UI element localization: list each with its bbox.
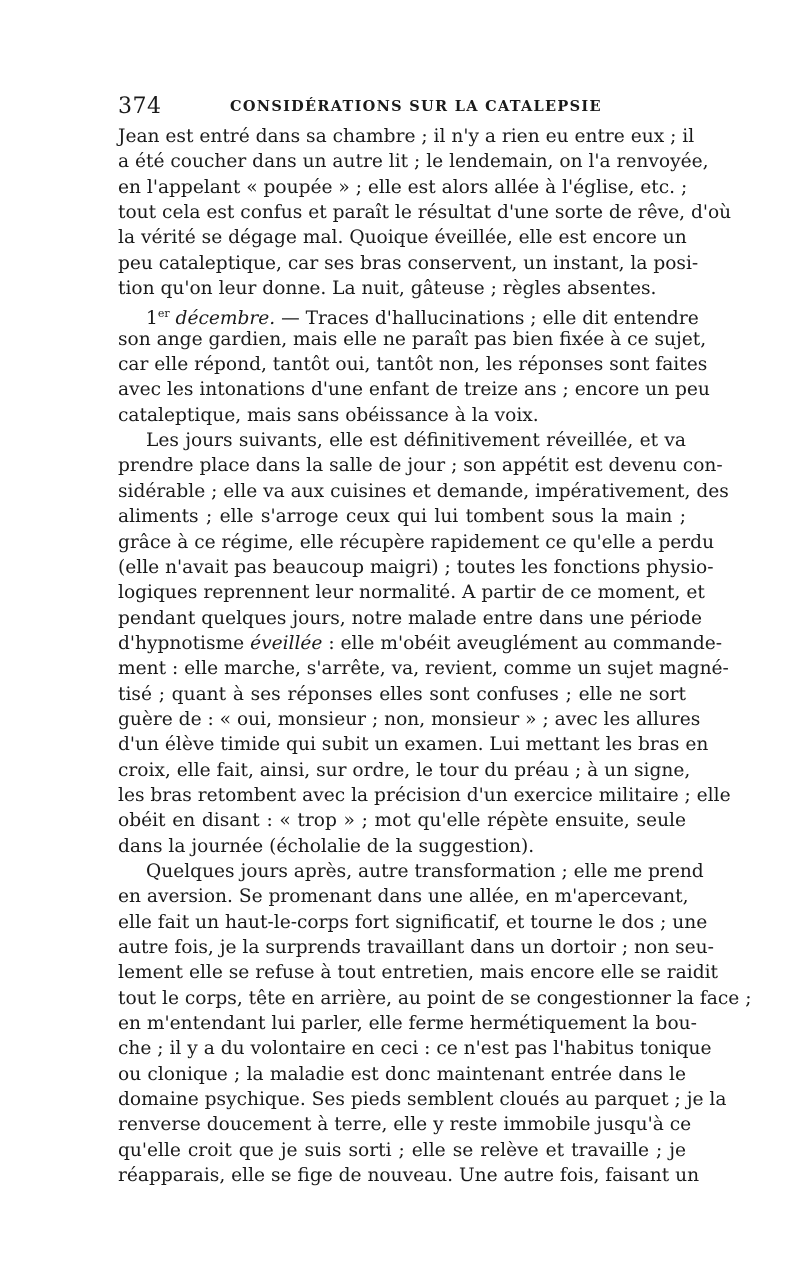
- page-number: 374: [118, 94, 162, 119]
- text-line: les bras retombent avec la précision d'un exercice militaire ; elle: [118, 784, 731, 806]
- text-line: lement elle se refuse à tout entretien, mais encore elle se raidit: [118, 962, 719, 984]
- text-line: logiques reprennent leur normalité. A partir de ce moment, et: [118, 582, 705, 604]
- line-text-suffix: : elle m'obéit aveuglément au commande-: [322, 632, 723, 654]
- text-line: aliments ; elle s'arroge ceux qui lui tombent sous la main ;: [118, 506, 686, 528]
- text-line: che ; il y a du volontaire en ceci : ce n'est pas l'habitus tonique: [118, 1038, 712, 1060]
- text-line: tout cela est confus et paraît le résultat d'une sorte de rêve, d'où: [118, 202, 732, 224]
- text-line: renverse doucement à terre, elle y reste immobile jusqu'à ce: [118, 1114, 692, 1136]
- text-line: Quelques jours après, autre transformation ; elle me prend: [146, 860, 704, 882]
- text-line: avec les intonations d'une enfant de treize ans ; encore un peu: [118, 379, 710, 401]
- text-line: Jean est entré dans sa chambre ; il n'y a rien eu entre eux ; il: [118, 126, 695, 147]
- text-line: cataleptique, mais sans obéissance à la voix.: [118, 404, 539, 426]
- text-line: la vérité se dégage mal. Quoique éveillée, elle est encore un: [118, 227, 687, 249]
- text-line: tout le corps, tête en arrière, au point de se congestionner la face ;: [118, 987, 752, 1009]
- line-text: d'hypnotisme: [118, 632, 251, 654]
- text-line: [118, 631, 723, 656]
- running-title: CONSIDÉRATIONS SUR LA CATALEPSIE: [230, 98, 602, 115]
- text-line: en aversion. Se promenant dans une allée, en m'apercevant,: [118, 886, 689, 908]
- date-label: décembre.: [169, 308, 276, 330]
- text-line: qu'elle croit que je suis sorti ; elle se relève et travaille ; je: [118, 1139, 686, 1161]
- ordinal-superscript: er: [157, 307, 170, 321]
- text-line: (elle n'avait pas beaucoup maigri) ; toutes les fonctions physio-: [118, 556, 714, 578]
- text-line: tion qu'on leur donne. La nuit, gâteuse ; règles absentes.: [118, 278, 657, 300]
- text-line: sidérable ; elle va aux cuisines et demande, impérativement, des: [118, 480, 729, 502]
- text-line: tisé ; quant à ses réponses elles sont confuses ; elle ne sort: [118, 683, 686, 705]
- body-text: [118, 124, 752, 1188]
- text-line: grâce à ce régime, elle récupère rapidement ce qu'elle a perdu: [118, 531, 715, 553]
- text-line: en m'entendant lui parler, elle ferme hermétiquement la bou-: [118, 1013, 697, 1035]
- text-line: ou clonique ; la maladie est donc maintenant entrée dans le: [118, 1063, 686, 1085]
- line-text: — Traces d'hallucinations ; elle dit entendre: [275, 308, 699, 330]
- text-line: a été coucher dans un autre lit ; le lendemain, on l'a renvoyée,: [118, 151, 709, 173]
- text-line: en l'appelant « poupée » ; elle est alors allée à l'église, etc. ;: [118, 176, 688, 198]
- page-header: [118, 94, 688, 118]
- date-number: 1: [146, 308, 158, 330]
- text-line: dans la journée (écholalie de la suggestion).: [118, 835, 535, 857]
- text-line: ment : elle marche, s'arrête, va, revient, comme un sujet magné-: [118, 658, 729, 680]
- text-line: [118, 301, 699, 330]
- text-line: d'un élève timide qui subit un examen. Lui mettant les bras en: [118, 734, 709, 756]
- text-line: autre fois, je la surprends travaillant dans un dortoir ; non seu-: [118, 937, 714, 958]
- text-line: elle fait un haut-le-corps fort significatif, et tourne le dos ; une: [118, 911, 708, 933]
- text-line: pendant quelques jours, notre malade entre dans une période: [118, 607, 702, 629]
- text-line: croix, elle fait, ainsi, sur ordre, le tour du préau ; à un signe,: [118, 759, 691, 781]
- text-line: car elle répond, tantôt oui, tantôt non, les réponses sont faites: [118, 354, 708, 376]
- text-line: peu cataleptique, car ses bras conservent, un instant, la posi-: [118, 252, 699, 274]
- text-line: réapparais, elle se fige de nouveau. Une autre fois, faisant un: [118, 1165, 700, 1187]
- text-line: son ange gardien, mais elle ne paraît pas bien fixée à ce sujet,: [118, 328, 707, 350]
- italic-word: éveillée: [250, 632, 323, 654]
- text-line: Les jours suivants, elle est définitivement réveillée, et va: [146, 430, 686, 452]
- text-line: prendre place dans la salle de jour ; son appétit est devenu con-: [118, 455, 723, 477]
- text-line: domaine psychique. Ses pieds semblent cloués au parquet ; je la: [118, 1089, 727, 1111]
- text-line: guère de : « oui, monsieur ; non, monsieur » ; avec les allures: [118, 708, 701, 730]
- text-line: obéit en disant : « trop » ; mot qu'elle répète ensuite, seule: [118, 810, 686, 832]
